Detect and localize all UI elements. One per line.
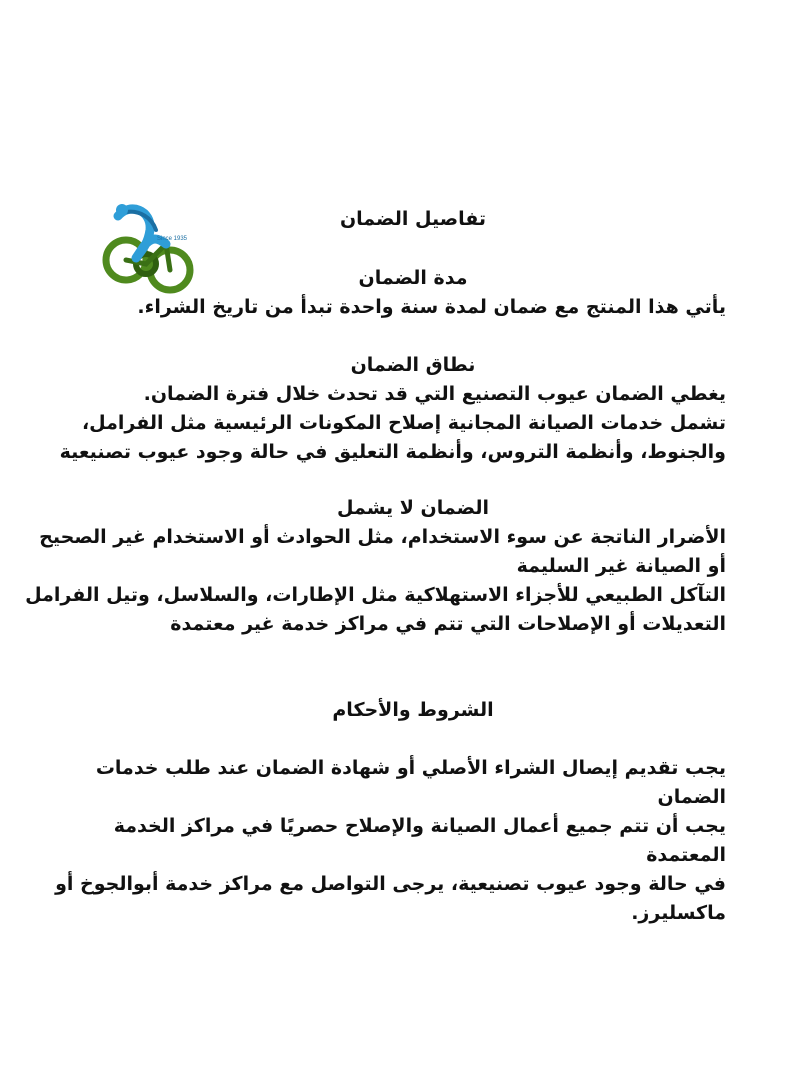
section-heading-duration: مدة الضمان — [358, 267, 468, 289]
section-terms-line: الضمان — [657, 786, 726, 808]
section-scope-line: يغطي الضمان عيوب التصنيع التي قد تحدث خلال فترة الضمان. — [143, 383, 726, 405]
section-terms-line: يجب تقديم إيصال الشراء الأصلي أو شهادة الضمان عند طلب خدمات — [95, 757, 726, 779]
section-scope-line: تشمل خدمات الصيانة المجانية إصلاح المكونات الرئيسية مثل الفرامل، — [81, 412, 726, 434]
section-duration-line: يأتي هذا المنتج مع ضمان لمدة سنة واحدة تبدأ من تاريخ الشراء. — [137, 296, 726, 318]
section-scope-line: والجنوط، وأنظمة التروس، وأنظمة التعليق في حالة وجود عيوب تصنيعية — [59, 441, 726, 463]
section-heading-scope: نطاق الضمان — [350, 354, 476, 376]
section-exclusions-line: التآكل الطبيعي للأجزاء الاستهلاكية مثل الإطارات، والسلاسل، وتيل الفرامل — [25, 584, 726, 606]
document-title: تفاصيل الضمان — [339, 208, 487, 230]
section-heading-terms: الشروط والأحكام — [332, 699, 494, 721]
logo-badge-text: Since 1935 — [156, 236, 188, 242]
section-terms-line: في حالة وجود عيوب تصنيعية، يرجى التواصل مع مراكز خدمة أبوالجوخ أو — [55, 873, 726, 895]
section-exclusions-line: التعديلات أو الإصلاحات التي تتم في مراكز خدمة غير معتمدة — [170, 613, 726, 635]
section-exclusions-line: الأضرار الناتجة عن سوء الاستخدام، مثل الحوادث أو الاستخدام غير الصحيح — [39, 526, 726, 548]
section-terms-line: المعتمدة — [646, 844, 726, 866]
section-exclusions-line: أو الصيانة غير السليمة — [516, 555, 726, 577]
section-terms-line: يجب أن تتم جميع أعمال الصيانة والإصلاح حصريًا في مراكز الخدمة — [113, 815, 726, 837]
section-terms-line: ماكسليرز. — [631, 902, 726, 924]
section-heading-exclusions: الضمان لا يشمل — [337, 497, 489, 519]
